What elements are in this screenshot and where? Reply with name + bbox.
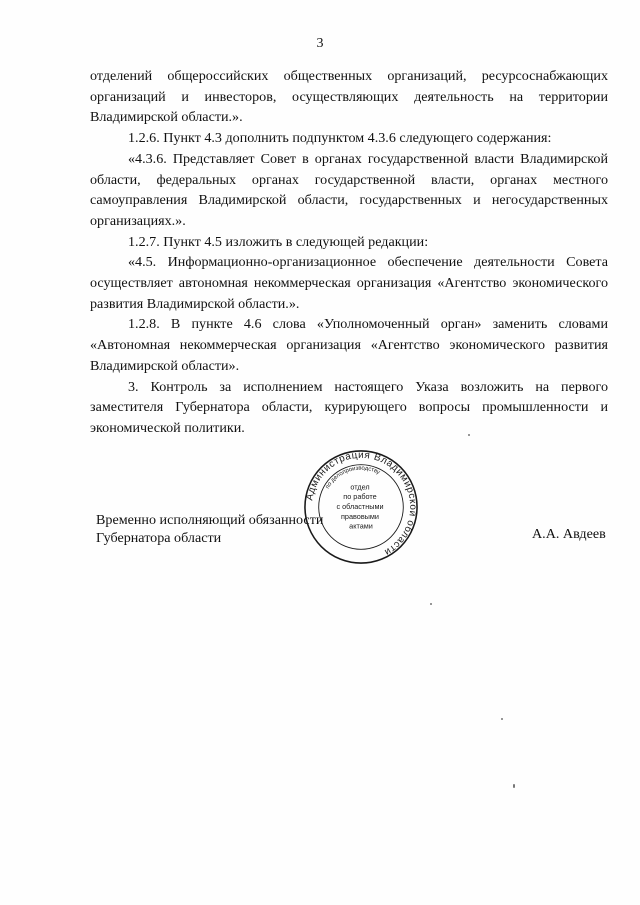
scan-speck	[513, 784, 515, 788]
document-body	[90, 66, 608, 439]
paragraph-4-5: «4.5. Информационно-организационное обеспечение деятельности Совета осуществляет автономная некоммерческая организация «Агентство экономического развития Владимирской области.».	[90, 254, 608, 312]
scan-speck	[468, 434, 470, 436]
scan-speck	[501, 718, 503, 720]
paragraph-1-2-7: 1.2.7. Пункт 4.5 изложить в следующей редакции:	[128, 233, 429, 250]
signature-name: А.А. Авдеев	[532, 526, 606, 542]
paragraph-4-3-6: «4.3.6. Представляет Совет в органах государственной власти Владимирской области, федеральных органах государственной власти, органах местного самоуправления Владимирской области, государственных и негосударственных организациях.».	[90, 150, 608, 229]
paragraph-1-2-8: 1.2.8. В пункте 4.6 слова «Уполномоченный орган» заменить словами «Автономная некоммерческая организация «Агентство экономического развития Владимирской области».	[90, 316, 608, 374]
signature-position	[96, 511, 323, 547]
stamp-inner-text: по делопроизводству	[324, 465, 381, 491]
signature-position-line2: Губернатора области	[96, 530, 222, 546]
signature-position-line1: Временно исполняющий обязанности	[96, 512, 324, 528]
stamp-center-text: отдел по работе с областными правовыми актами	[336, 482, 384, 531]
paragraph-3-control: 3. Контроль за исполнением настоящего Указа возложить на первого заместителя Губернатора области, курирующего вопросы промышленности и экономической политики.	[90, 378, 608, 436]
scan-speck	[430, 603, 432, 605]
page-number: 3	[316, 36, 324, 51]
official-stamp	[302, 448, 420, 566]
paragraph-continuation: отделений общероссийских общественных организаций, ресурсоснабжающих организаций и инвесторов, осуществляющих деятельность на территории Владимирской области.».	[90, 68, 608, 126]
paragraph-1-2-6: 1.2.6. Пункт 4.3 дополнить подпунктом 4.3.6 следующего содержания:	[128, 130, 552, 147]
stamp-outer-text: Администрация Владимирской области	[304, 449, 419, 558]
